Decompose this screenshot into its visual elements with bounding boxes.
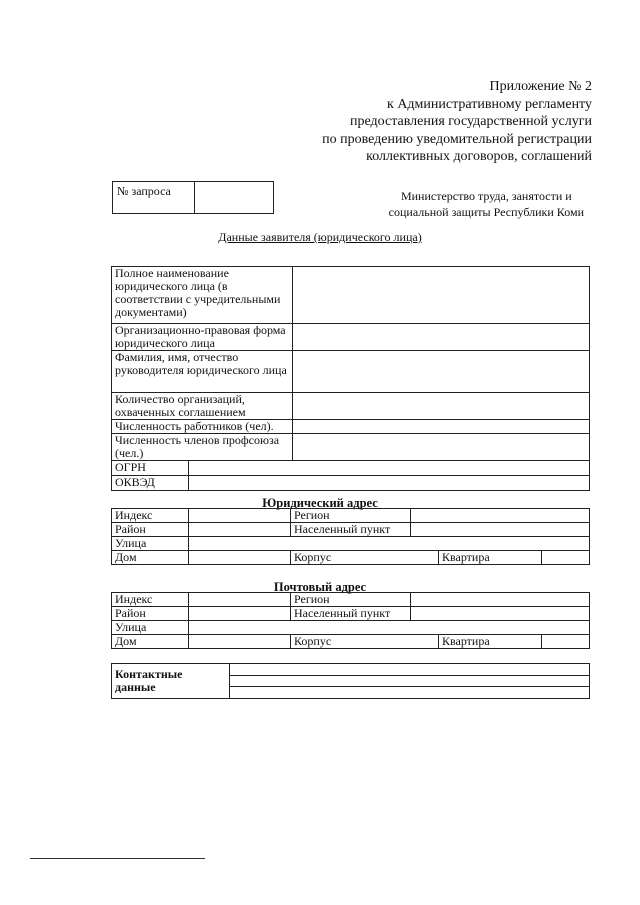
postal-address-table bbox=[111, 592, 590, 649]
legal-building-label: Корпус bbox=[291, 551, 439, 565]
appendix-line: коллективных договоров, соглашений bbox=[366, 149, 592, 164]
legal-district-label: Район bbox=[112, 523, 189, 537]
legal-form-field[interactable] bbox=[293, 324, 590, 351]
contacts-label: Контактные данные bbox=[112, 664, 230, 699]
contacts-line bbox=[230, 664, 589, 676]
postal-street-label: Улица bbox=[112, 621, 189, 635]
contacts-line bbox=[230, 676, 589, 688]
legal-street-field[interactable] bbox=[189, 537, 590, 551]
ministry-name bbox=[389, 188, 584, 220]
legal-index-label: Индекс bbox=[112, 509, 189, 523]
applicant-table bbox=[111, 266, 590, 491]
postal-house-label: Дом bbox=[112, 635, 189, 649]
head-name-field[interactable] bbox=[293, 351, 590, 393]
appendix-line: по проведению уведомительной регистрации bbox=[322, 131, 592, 147]
postal-settlement-label: Населенный пункт bbox=[291, 607, 411, 621]
applicant-section-title: Данные заявителя (юридического лица) bbox=[218, 230, 422, 244]
legal-street-label: Улица bbox=[112, 537, 189, 551]
appendix-line: предоставления государственной услуги bbox=[350, 114, 592, 129]
legal-house-field[interactable] bbox=[189, 551, 291, 565]
postal-apartment-field[interactable] bbox=[542, 635, 589, 648]
legal-index-field[interactable] bbox=[189, 509, 291, 523]
full-name-label: Полное наименование юридического лица (в соответствии с учредительными документами) bbox=[112, 267, 293, 324]
org-count-label: Количество организаций, охваченных соглашением bbox=[112, 393, 293, 420]
legal-region-label: Регион bbox=[291, 509, 411, 523]
legal-settlement-field[interactable] bbox=[411, 523, 590, 537]
legal-house-label: Дом bbox=[112, 551, 189, 565]
legal-settlement-label: Населенный пункт bbox=[291, 523, 411, 537]
postal-building-label: Корпус bbox=[291, 635, 439, 649]
org-count-field[interactable] bbox=[293, 393, 590, 420]
ministry-line: социальной защиты Республики Коми bbox=[388, 205, 584, 219]
postal-index-label: Индекс bbox=[112, 593, 189, 607]
legal-address-table bbox=[111, 508, 590, 565]
ogrn-field[interactable] bbox=[189, 461, 590, 476]
okved-field[interactable] bbox=[189, 476, 590, 491]
union-members-label: Численность членов профсоюза (чел.) bbox=[112, 434, 293, 461]
head-name-label: Фамилия, имя, отчество руководителя юридического лица bbox=[112, 351, 293, 393]
postal-district-field[interactable] bbox=[189, 607, 291, 621]
employees-label: Численность работников (чел). bbox=[112, 420, 293, 434]
postal-region-label: Регион bbox=[291, 593, 411, 607]
appendix-header bbox=[322, 78, 592, 166]
legal-apartment-cell bbox=[439, 551, 590, 565]
legal-district-field[interactable] bbox=[189, 523, 291, 537]
legal-apartment-field[interactable] bbox=[542, 551, 589, 564]
footnote-separator bbox=[30, 858, 205, 859]
legal-region-field[interactable] bbox=[411, 509, 590, 523]
legal-address-title: Юридический адрес bbox=[262, 496, 378, 510]
legal-apartment-label: Квартира bbox=[439, 551, 542, 564]
postal-street-field[interactable] bbox=[189, 621, 590, 635]
request-number-field[interactable] bbox=[195, 182, 273, 213]
postal-index-field[interactable] bbox=[189, 593, 291, 607]
okved-label: ОКВЭД bbox=[112, 476, 189, 491]
postal-settlement-field[interactable] bbox=[411, 607, 590, 621]
postal-apartment-label: Квартира bbox=[439, 635, 542, 648]
contacts-field[interactable] bbox=[230, 664, 590, 699]
union-members-field[interactable] bbox=[293, 434, 590, 461]
postal-region-field[interactable] bbox=[411, 593, 590, 607]
postal-house-field[interactable] bbox=[189, 635, 291, 649]
ministry-line: Министерство труда, занятости и bbox=[400, 189, 572, 203]
ogrn-label: ОГРН bbox=[112, 461, 189, 476]
appendix-line: к Административному регламенту bbox=[387, 96, 592, 112]
legal-form-label: Организационно-правовая форма юридического лица bbox=[112, 324, 293, 351]
postal-address-title: Почтовый адрес bbox=[273, 580, 367, 594]
contacts-line bbox=[230, 687, 589, 698]
postal-district-label: Район bbox=[112, 607, 189, 621]
postal-apartment-cell bbox=[439, 635, 590, 649]
request-number-label: № запроса bbox=[113, 182, 195, 213]
full-name-field[interactable] bbox=[293, 267, 590, 324]
appendix-line: Приложение № 2 bbox=[489, 79, 592, 94]
employees-field[interactable] bbox=[293, 420, 590, 434]
request-number-box bbox=[112, 181, 274, 214]
contacts-table bbox=[111, 663, 590, 699]
